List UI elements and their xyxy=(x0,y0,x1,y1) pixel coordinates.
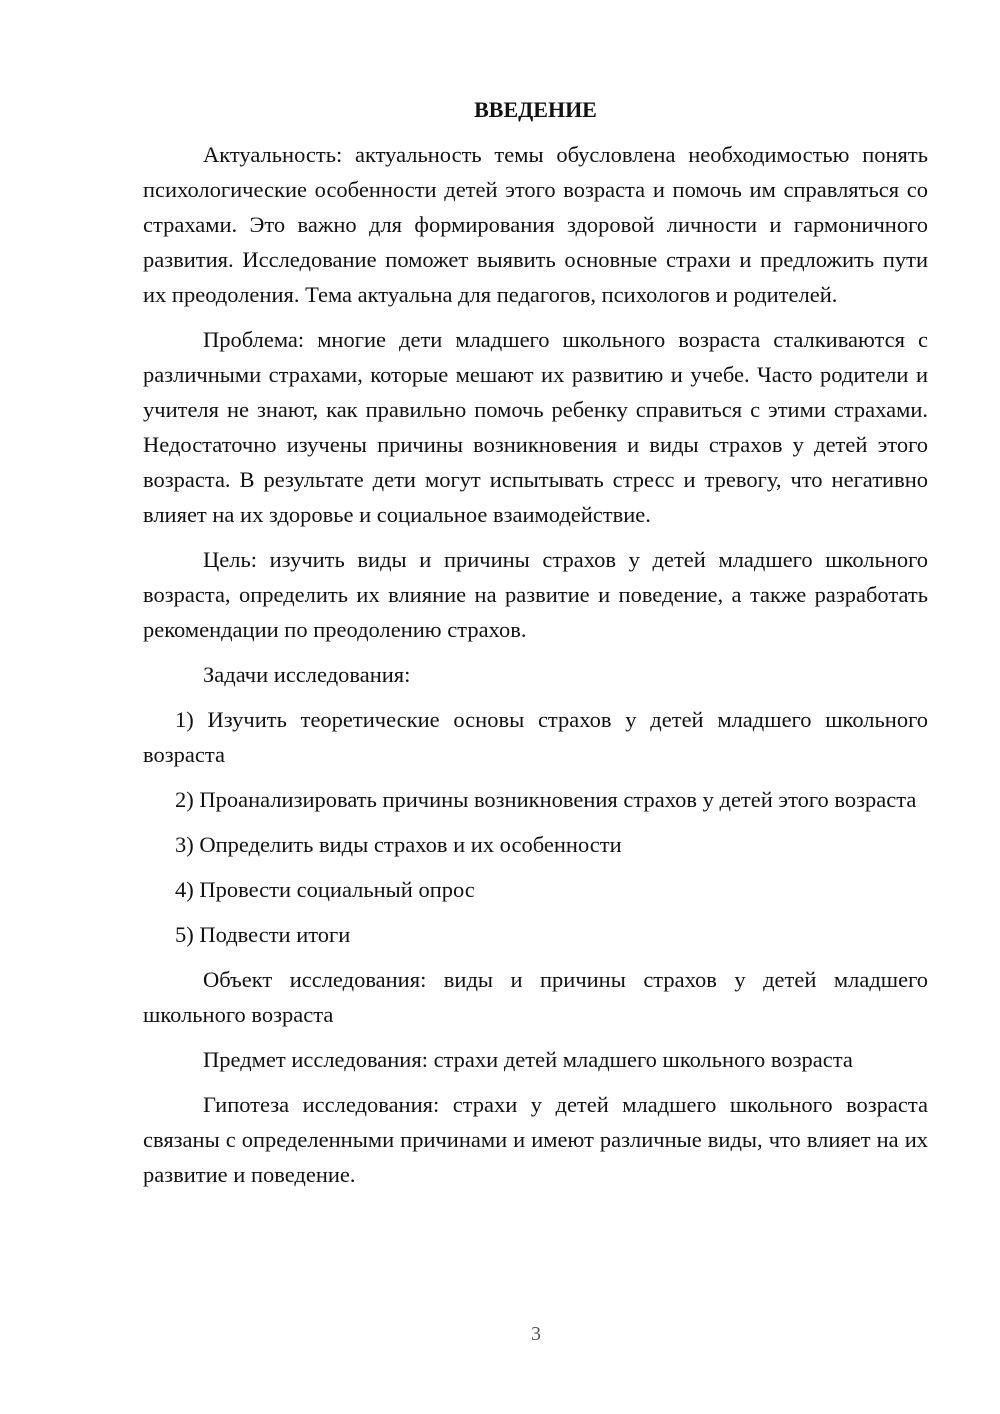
task-item-4: 4) Провести социальный опрос xyxy=(175,877,475,902)
relevance-paragraph: Актуальность: актуальность темы обусловлена необходимостью понять психологические особенности детей этого возраста и помочь им справляться со страхами. Это важно для формирования здоровой личности и гармоничного развития. Исследование поможет выявить основные страхи и предложить пути их преодоления. Тема актуальна для педагогов, психологов и родителей. xyxy=(143,142,928,307)
page-title: ВВЕДЕНИЕ xyxy=(474,97,597,122)
page-content xyxy=(143,92,928,1202)
page-number: 3 xyxy=(531,1323,541,1345)
tasks-heading: Задачи исследования: xyxy=(203,662,411,687)
task-item-3: 3) Определить виды страхов и их особенности xyxy=(175,832,622,857)
task-item-5: 5) Подвести итоги xyxy=(175,922,351,947)
task-item-1: 1) Изучить теоретические основы страхов у детей младшего школьного возраста xyxy=(143,707,928,767)
subject-paragraph: Предмет исследования: страхи детей младшего школьного возраста xyxy=(203,1047,853,1072)
goal-paragraph: Цель: изучить виды и причины страхов у детей младшего школьного возраста, определить их влияние на развитие и поведение, а также разработать рекомендации по преодолению страхов. xyxy=(143,547,928,642)
problem-paragraph: Проблема: многие дети младшего школьного возраста сталкиваются с различными страхами, которые мешают их развитию и учебе. Часто родители и учителя не знают, как правильно помочь ребенку справиться с этими страхами. Недостаточно изучены причины возникновения и виды страхов у детей этого возраста. В результате дети могут испытывать стресс и тревогу, что негативно влияет на их здоровье и социальное взаимодействие. xyxy=(143,327,928,527)
task-item-2: 2) Проанализировать причины возникновения страхов у детей этого возраста xyxy=(175,787,917,812)
hypothesis-paragraph: Гипотеза исследования: страхи у детей младшего школьного возраста связаны с определенными причинами и имеют различные виды, что влияет на их развитие и поведение. xyxy=(143,1092,928,1187)
object-paragraph: Объект исследования: виды и причины страхов у детей младшего школьного возраста xyxy=(143,967,928,1027)
